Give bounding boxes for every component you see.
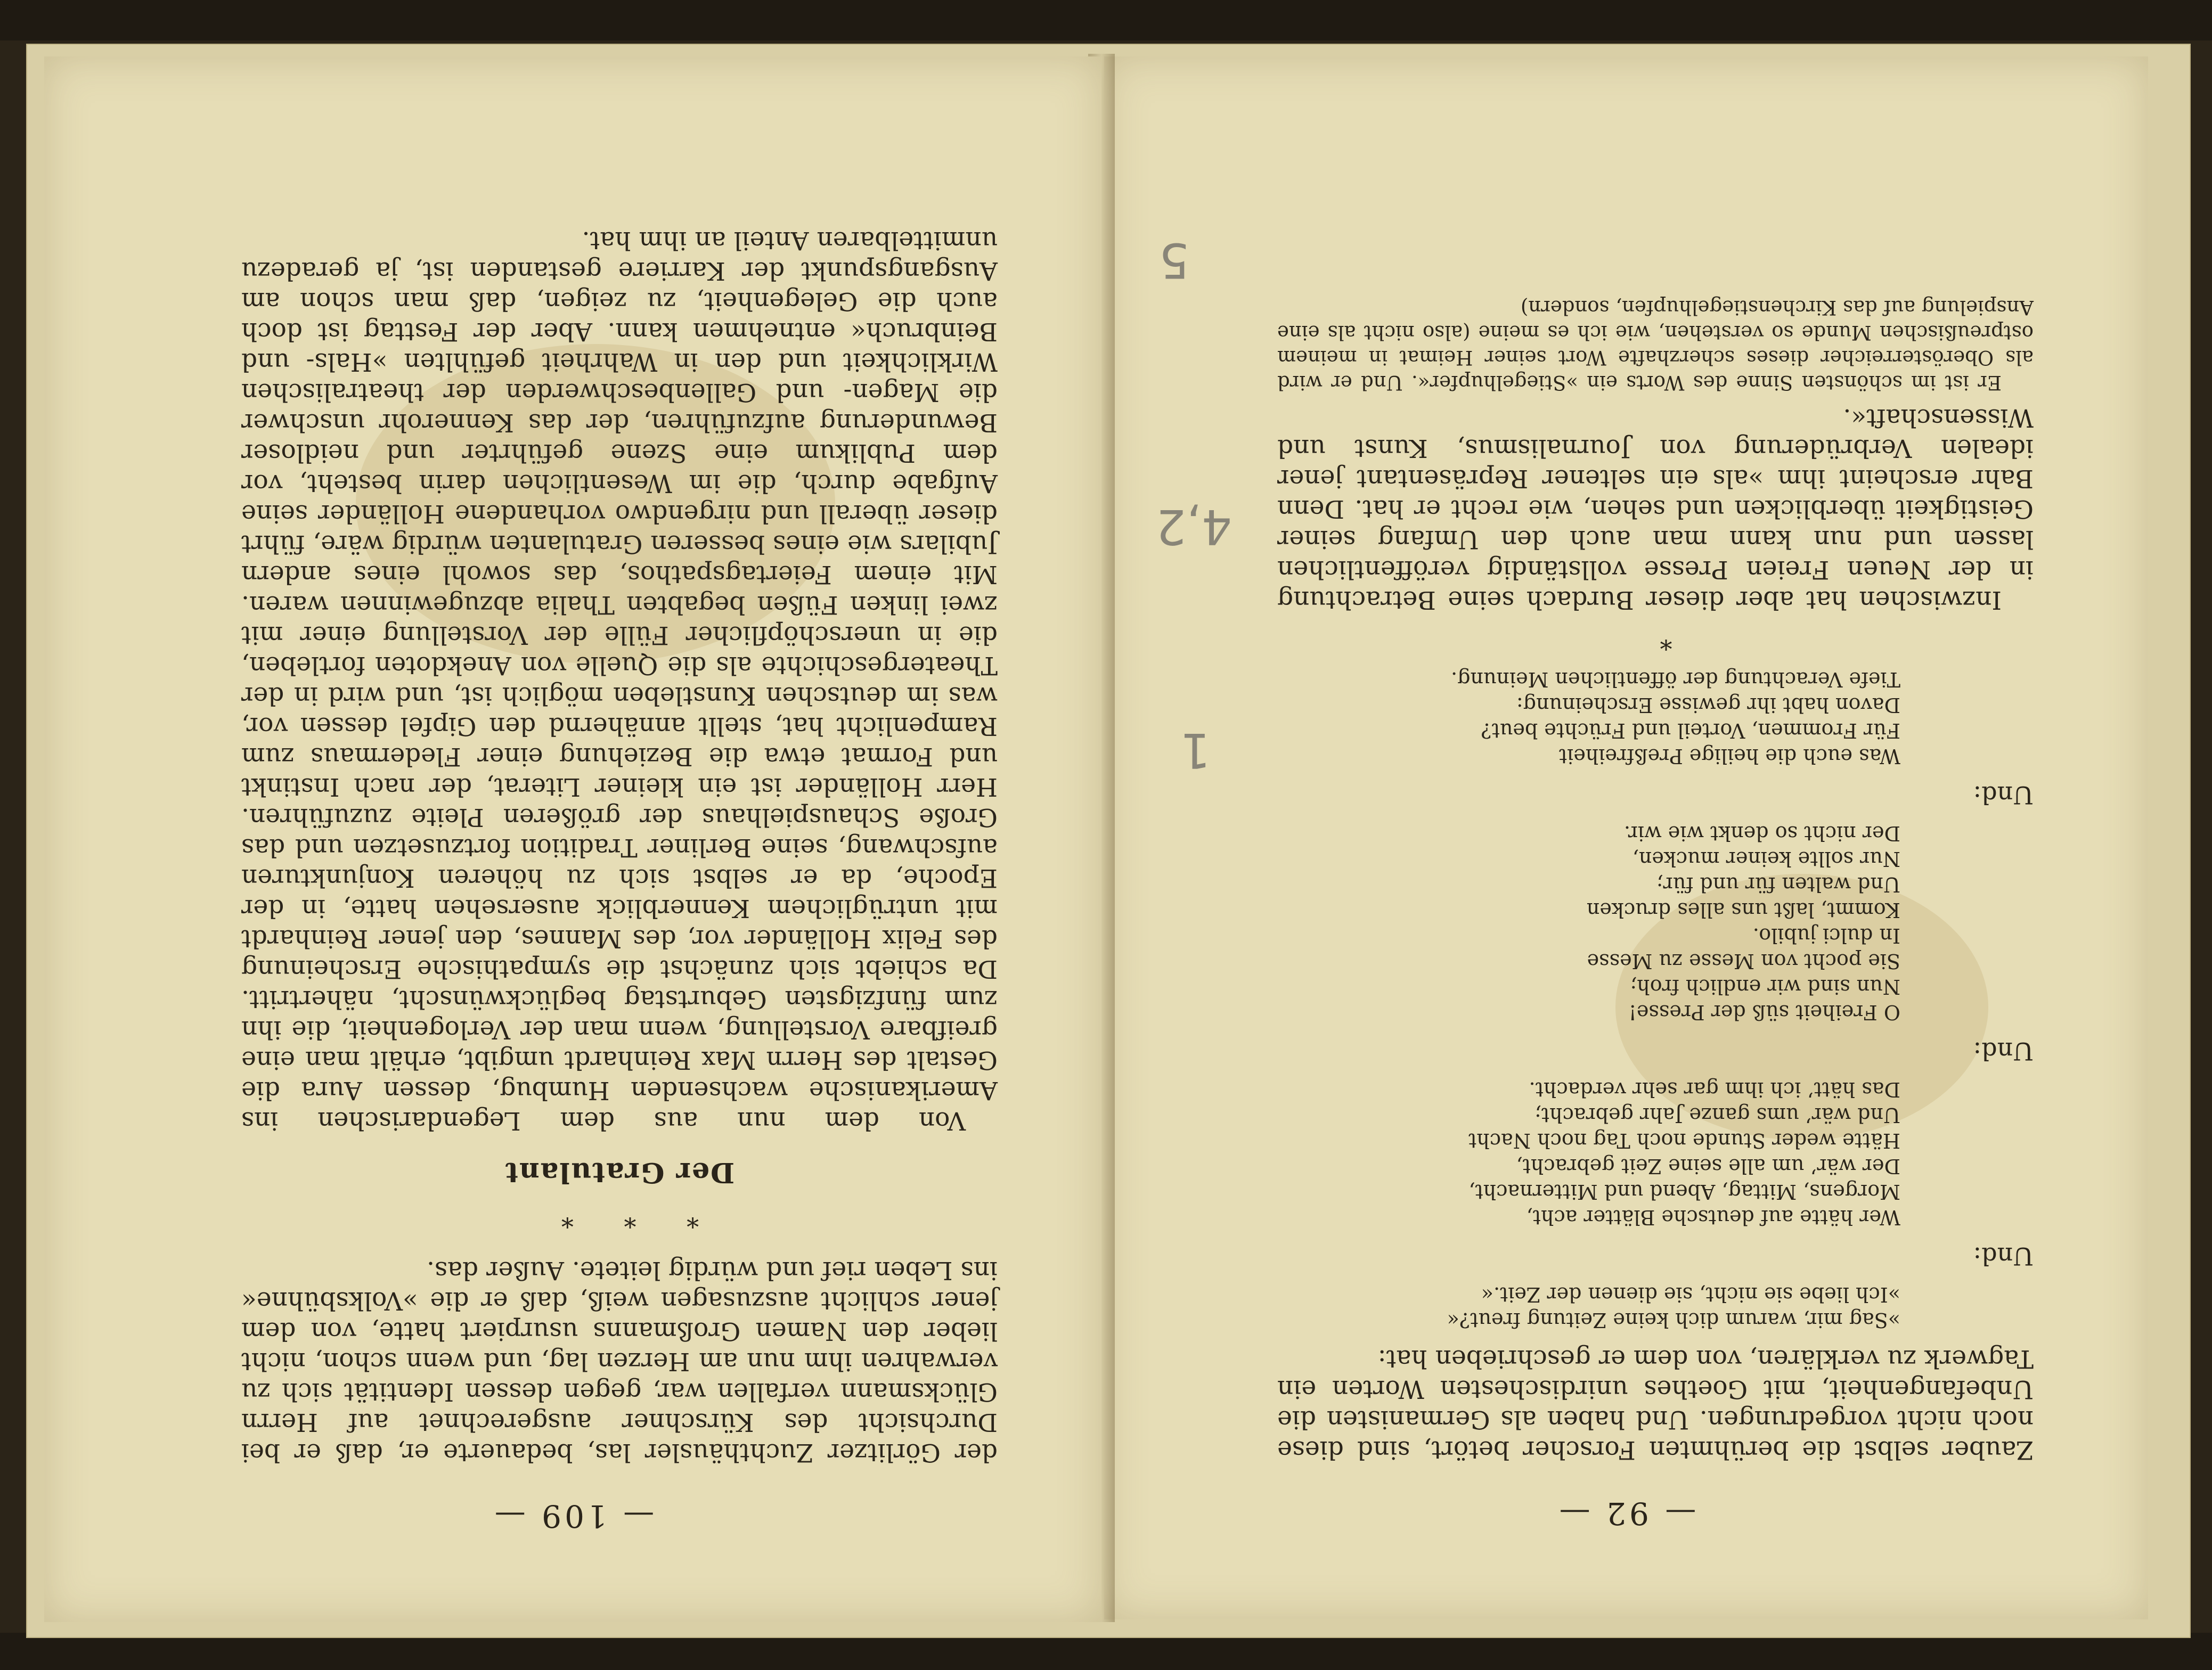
und-label: Und: [1973, 1242, 2034, 1271]
poem-line: Hätte weder Stunde noch Tag noch Nacht [1468, 1129, 1900, 1152]
section-separator: * [1638, 627, 1672, 656]
poem-line: Der wär’ um alle seine Zeit gebracht, [1516, 1155, 1900, 1178]
poem-line: O Freiheit süß der Presse! [1628, 1001, 1900, 1024]
page-92 [1104, 56, 2148, 1619]
top-edge [0, 1633, 2212, 1670]
right-text-block [241, 225, 998, 1468]
pencil-mark: 5 [1158, 232, 1189, 288]
poem-line: Nur sollte keiner mucken, [1632, 847, 1900, 871]
poem-line: In dulci jubilo. [1752, 924, 1900, 947]
poem-3 [1277, 821, 1900, 1025]
paragraph: Inzwischen hat aber dieser Burdach seine Betrachtung in der Neuen Freien Presse vollständig veröffentlichen lassen und nun kann man auch den Umfang seiner Geistigkeit überblicken und sehen, wie recht er hat. Denn Bahr erscheint ihm »als ein seltener Repräsentant jener idealen Verbrüderung von Journalismus, Kunst und Wissenschaft«. [1277, 403, 2034, 615]
poem-line: Davon habt ihr gewisse Erscheinung: [1516, 693, 1900, 717]
poem-line: Und wär’ ums ganze Jahr gebracht; [1534, 1103, 1900, 1127]
poem-line: Morgens, Mittag, Abend und Mitternacht, [1468, 1180, 1900, 1204]
bottom-edge [0, 0, 2212, 40]
poem-line: Nun sind wir endlich froh; [1630, 975, 1900, 998]
poem-line: Wer hätte auf deutsche Blätter acht, [1526, 1206, 1900, 1229]
paragraph: Von dem nun aus dem Legendarischen ins Amerikanische wachsenden Humbug, dessen Aura die Gestalt des Herrn Max Reinhardt umgibt, erhält man eine greifbare Vorstellung, wenn man der Verlogenheit, die ihn zum fünfzigsten Geburtstag beglückwünscht, nähertritt. Da schiebt sich zunächst die sympathische Erscheinung des Felix Holländer vor, des Mannes, den jener Reinhardt mit untrüglichem Kennerblick ausersehen hatte, in der Epoche, da er selbst sich zu höheren Konjunkturen aufschwang, seine Berliner Tradition fortzusetzen und das Große Schauspielhaus der größeren Pleite zuzuführen. Herr Holländer ist ein kleiner Literat, der nach Instinkt und Format etwa die Beziehung einer Fledermaus zum Rampenlicht hat, stellt annähernd den Gipfel dessen vor, was im deutschen Kunstleben möglich ist, und wird in der Theatergeschichte als die Quelle von Anekdoten fortleben, die in unerschöpflicher Fülle der Vorstellung einer mit zwei linken Füßen begabten Thalia abzugewinnen waren. Mit einem Feiertagspathos, das sowohl eines andern Jubilars wie eines besseren Gratulanten würdig wäre, führt dieser überall und nirgendwo vorhandene Holländer seine Aufgabe durch, die im Wesentlichen darin besteht, vor dem Publikum eine Szene geführter und neidloser Bewunderung aufzuführen, der das Kennerohr unschwer die Magen- und Gallenbeschwerden der theatralischen Wirklichkeit und den in Wahrheit gefühlten »Hals- und Beinbruch« entnehmen kann. Aber der Festtag ist doch auch die Gelegenheit, zu zeigen, daß man schon am Ausgangspunkt der Karriere gestanden ist, ja geradezu unmittelbaren Anteil an ihm hat. [241, 226, 998, 1135]
page-109 [44, 56, 1101, 1622]
poem-line: Das hätt’ ich ihm gar sehr verdacht. [1529, 1078, 1900, 1101]
pencil-mark: 4,2 [1155, 498, 1232, 554]
poem-line: »Sag mir, warum dich keine Zeitung freut?« [1447, 1308, 1900, 1332]
paragraph: Zauber selbst die berühmten Forscher betört, sind diese noch nicht vorgedrungen. Und haben als Germanisten die Unbefangenheit, mit Goethes unirdischesten Worten ein Tagwerk zu verklären, von dem er geschrieben hat: [1277, 1344, 2034, 1464]
poem-line: Und walten für und für; [1656, 873, 1900, 896]
poem-line: Für Frommen, Vorteil und Früchte beut? [1481, 719, 1900, 742]
poem-1 [1277, 1282, 1900, 1333]
poem-line: Der nicht so denkt wie wir. [1623, 822, 1900, 845]
poem-line: Sie pocht von Messe zu Messe [1587, 949, 1900, 973]
section-separator: * * * [540, 1205, 699, 1233]
und-label: Und: [1973, 1037, 2034, 1066]
pencil-mark: 1 [1180, 722, 1211, 778]
footnote: Er ist im schönsten Sinne des Worts ein »Stiegelhupfer«. Und er wird als Oberösterreicher dieses scherzhafte Wort seiner Heimat in meinem ostpreußischen Munde so verstehen, wie ich es meine (also nicht als eine Anspielung auf das Kirchenstiegelhupfen, sondern) [1277, 296, 2034, 394]
section-heading: Der Gratulant [504, 1156, 735, 1189]
page-number: — 92 — [1556, 1495, 1696, 1532]
left-text-block [1277, 295, 2034, 1465]
poem-line: Kommt, laßt uns alles drucken [1586, 898, 1900, 922]
poem-line: »Ich liebe sie nicht, sie dienen der Zeit.« [1481, 1283, 1900, 1306]
poem-line: Was euch die heilige Preßfreiheit [1558, 744, 1900, 768]
poem-line: Tiefe Verachtung der öffentlichen Meinung. [1451, 668, 1900, 691]
poem-4 [1277, 667, 1900, 769]
und-label: Und: [1973, 781, 2034, 809]
page-number: — 109 — [491, 1498, 655, 1534]
paragraph: der Görlitzer Zuchthäusler las, bedauerte er, daß er bei Durchsicht des Kürschner ausgerechnet auf Herrn Glücksmann verfallen war, gegen dessen Identität sich zu verwahren ihm nun am Herzen lag, und wenn schon, nicht lieber den Namen Großmanns usurpiert hatte, von dem jener schlicht auszusagen weiß, daß er die »Volksbühne« ins Leben rief und würdig leitete. Außer das. [241, 1256, 998, 1467]
poem-2 [1277, 1077, 1900, 1230]
